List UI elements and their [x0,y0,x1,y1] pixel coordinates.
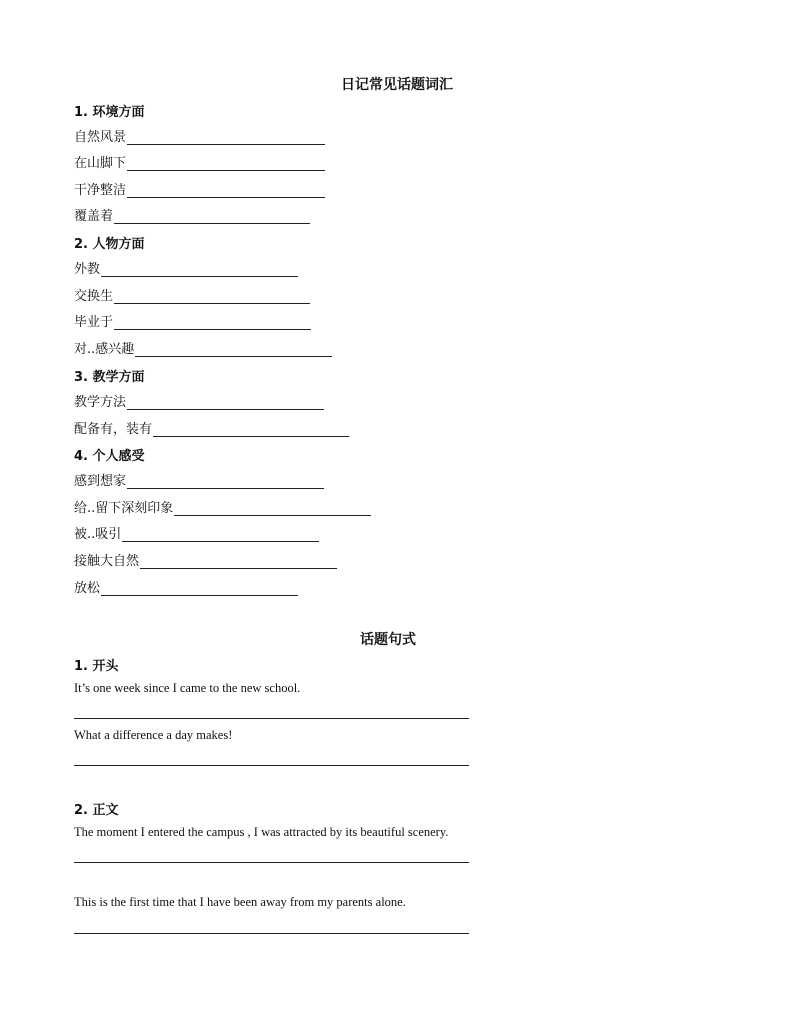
vocab-term: 在山脚下 [74,156,127,171]
answer-blank[interactable] [101,263,298,277]
answer-blank[interactable] [114,210,310,224]
vocab-line [74,312,311,330]
vocab-term: 放松 [74,581,101,596]
example-sentence: The moment I entered the campus , I was attracted by its beautiful scenery. [74,825,449,839]
example-sentence: It’s one week since I came to the new school. [74,681,301,695]
answer-line[interactable] [74,862,469,863]
section-heading: 3. 教学方面 [74,370,145,385]
answer-blank[interactable] [122,528,319,542]
vocab-line [74,259,298,277]
vocab-line [74,127,325,145]
vocab-line [74,286,310,304]
vocab-term: 干净整洁 [74,183,127,198]
vocab-line [74,524,319,542]
answer-blank[interactable] [153,423,349,437]
vocab-term: 感到想家 [74,474,127,489]
vocab-line [74,180,325,198]
answer-blank[interactable] [101,582,298,596]
vocab-term: 对..感兴趣 [74,342,135,357]
answer-blank[interactable] [114,316,311,330]
answer-blank[interactable] [140,555,337,569]
answer-blank[interactable] [114,290,310,304]
answer-blank[interactable] [174,502,371,516]
vocab-term: 教学方法 [74,395,127,410]
vocab-line [74,392,324,410]
vocab-line [74,339,332,357]
vocab-title: 日记常见话题词汇 [341,77,453,93]
vocab-term: 交换生 [74,289,114,304]
vocab-term: 配备有，装有 [74,422,153,437]
answer-line[interactable] [74,718,469,719]
vocab-term: 被..吸引 [74,527,122,542]
vocab-term: 自然风景 [74,130,127,145]
section-heading: 1. 开头 [74,659,119,674]
vocab-term: 毕业于 [74,315,114,330]
vocab-line [74,419,349,437]
vocab-line [74,206,310,224]
section-heading: 2. 人物方面 [74,237,145,252]
vocab-term: 覆盖着 [74,209,114,224]
vocab-line [74,471,324,489]
vocab-term: 给..留下深刻印象 [74,501,174,516]
answer-blank[interactable] [127,157,325,171]
vocab-line [74,153,325,171]
sentences-title: 话题句式 [360,632,416,648]
answer-line[interactable] [74,933,469,934]
vocab-line [74,578,298,596]
vocab-term: 接触大自然 [74,554,140,569]
vocab-term: 外教 [74,262,101,277]
section-heading: 4. 个人感受 [74,449,145,464]
answer-blank[interactable] [127,475,324,489]
section-heading: 1. 环境方面 [74,105,145,120]
answer-blank[interactable] [127,396,324,410]
answer-blank[interactable] [135,343,332,357]
answer-blank[interactable] [127,184,325,198]
section-heading: 2. 正文 [74,803,119,818]
answer-blank[interactable] [127,131,325,145]
example-sentence: This is the first time that I have been away from my parents alone. [74,895,406,909]
vocab-line [74,498,371,516]
example-sentence: What a difference a day makes! [74,728,233,742]
vocab-line [74,551,337,569]
answer-line[interactable] [74,765,469,766]
